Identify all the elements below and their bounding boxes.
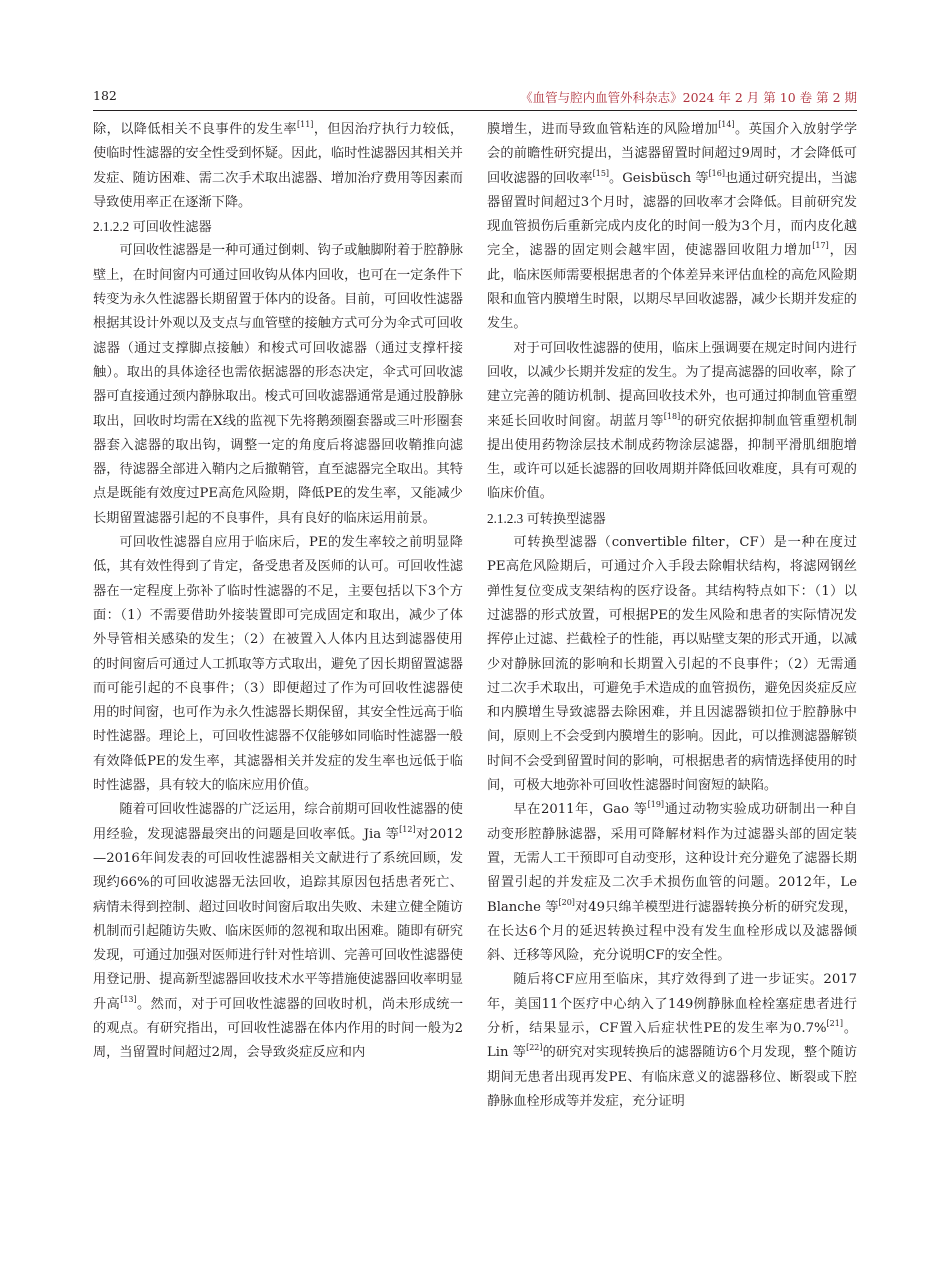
citation-ref: [12] <box>399 824 416 834</box>
journal-citation: 《血管与腔内血管外科杂志》2024 年 2 月 第 10 卷 第 2 期 <box>520 90 857 105</box>
citation-ref: [14] <box>718 120 735 129</box>
citation-ref: [19] <box>647 800 665 810</box>
paragraph: 随着可回收性滤器的广泛运用，综合前期可回收性滤器的使用经验，发现滤器最突出的问题是回收率低。Jia 等[12]对2012—2016年间发表的可回收性滤器相关文献进行了系统回顾，发现约66%的可回收滤器无法回收，追踪其原因包括患者死亡、病情未得到控制、超过回收时间窗后取出失败、未建立健全随访机制而引起随访失败、临床医师的忽视和取出困难。随即有研究发现，可通过加强对医师进行针对性培训、完善可回收性滤器使用登记册、提高新型滤器回收技术水平等措施使滤器回收率明显升高[13]。然而，对于可回收性滤器的回收时机，尚未形成统一的观点。有研究指出，可回收性滤器在体内作用的时间一般为2周，当留置时间超过2周，会导致炎症反应和内 <box>93 802 464 1061</box>
header-rule <box>93 110 857 111</box>
paragraph: 除，以降低相关不良事件的发生率[11]，但因治疗执行力较低，使临时性滤器的安全性受到怀疑。因此，临时性滤器因其相关并发症、随访困难、需二次手术取出滤器、增加治疗费用等因素而导致使用率正在逐渐下降。 <box>93 120 464 210</box>
page-header <box>93 84 857 106</box>
section-heading: 2.1.2.2 可回收性滤器 <box>93 219 212 235</box>
citation-ref: [13] <box>120 994 137 1004</box>
citation-ref: [22] <box>526 1043 543 1053</box>
paragraph: 对于可回收性滤器的使用，临床上强调要在规定时间内进行回收，以减少长期并发症的发生。为了提高滤器的回收率，除了建立完善的随访机制、提高回收技术外，也可通过抑制血管重塑来延长回收时间窗。胡蓝月等[18]的研究依据抑制血管重塑机制提出使用药物涂层技术制成药物涂层滤器，抑制平滑肌细胞增生，或许可以延长滤器的回收周期并降低回收难度，具有可观的临床价值。 <box>487 340 858 502</box>
left-column <box>93 118 463 1066</box>
paragraph: 早在2011年，Gao 等[19]通过动物实验成功研制出一种自动变形腔静脉滤器，采用可降解材料作为过滤器头部的固定装置，无需人工干预即可自动变形，这种设计充分避免了滤器长期留置引起的并发症及二次手术损伤血管的问题。2012年，Le Blanche 等[20]对49只绵羊模型进行滤器转换分析的研究发现，在长达6个月的延迟转换过程中没有发生血栓形成以及滤器倾斜、迁移等风险，充分说明CF的安全性。 <box>487 800 858 964</box>
citation-ref: [21] <box>826 1018 843 1028</box>
citation-ref: [20] <box>558 897 575 907</box>
right-column <box>487 118 857 1114</box>
citation-ref: [17] <box>812 241 829 251</box>
paragraph: 膜增生，进而导致血管粘连的风险增加[14]。英国介入放射学学会的前瞻性研究提出，当滤器留置时间超过9周时，才会降低可回收滤器的回收率[15]。Geisbüsch 等[16]也通过研究提出，当滤器留置时间超过3个月时，滤器的回收率才会降低。目前研究发现血管损伤后重新完成内皮化的时间一般为3个月，而内皮化越完全，滤器的固定则会越牢固，使滤器回收阻力增加[17]，因此，临床医师需要根据患者的个体差异来评估血栓的高危风险期限和血管内膜增生时限，以期尽早回收滤器，减少长期并发症的发生。 <box>487 120 858 332</box>
citation-ref: [15] <box>592 168 610 178</box>
citation-ref: [16] <box>708 168 725 178</box>
section-heading: 2.1.2.3 可转换型滤器 <box>487 510 606 526</box>
citation-ref: [11] <box>297 120 314 129</box>
paragraph: 可转换型滤器（convertible filter，CF）是一种在度过PE高危风险期后，可通过介入手段去除帽状结构，将滤网钢丝弹性复位变成支架结构的医疗设备。其结构特点如下：（1）以过滤器的形式放置，可根据PE的发生风险和患者的实际情况发挥停止过滤、拦截栓子的性能，再以贴壁支架的形式开通，以减少对静脉回流的影响和长期置入引起的不良事件；（2）无需通过二次手术取出，可避免手术造成的血管损伤，避免因炎症反应和内膜增生导致滤器去除困难，并且因滤器锁扣位于腔静脉中间，原则上不会受到内膜增生的影响。因此，可以推测滤器解锁时间不会受到留置时间的影响，可根据患者的病情选择使用的时间，可极大地弥补可回收性滤器时间窗短的缺陷。 <box>487 535 857 794</box>
paragraph: 随后将CF应用至临床，其疗效得到了进一步证实。2017年，美国11个医疗中心纳入了149例静脉血栓栓塞症患者进行分析，结果显示，CF置入后症状性PE的发生率为0.7%[21]。Lin 等[22]的研究对实现转换后的滤器随访6个月发现，整个随访期间无患者出现再发PE、有临床意义的滤器移位、断裂或下腔静脉血栓形成等并发症，充分证明 <box>487 972 858 1109</box>
paragraph: 可回收性滤器是一种可通过倒刺、钩子或触脚附着于腔静脉壁上，在时间窗内可通过回收钩从体内回收，也可在一定条件下转变为永久性滤器长期留置于体内的设备。目前，可回收性滤器根据其设计外观以及支点与血管壁的接触方式可分为伞式可回收滤器（通过支撑脚点接触）和梭式可回收滤器（通过支撑杆接触）。取出的具体途径也需依据滤器的形态决定，伞式可回收滤器可直接通过颈内静脉取出。梭式可回收滤器通常是通过股静脉取出，回收时均需在X线的监视下先将鹅颈圈套器或三叶形圈套器套入滤器的取出钩，调整一定的角度后将滤器回收鞘推向滤器，待滤器全部进入鞘内之后撤鞘管，直至滤器完全取出。其特点是既能有效度过PE高危风险期，降低PE的发生率，又能减少长期留置滤器引起的不良事件，具有良好的临床运用前景。 <box>93 243 463 526</box>
page-number: 182 <box>93 88 117 103</box>
paragraph: 可回收性滤器自应用于临床后，PE的发生率较之前明显降低，其有效性得到了肯定，备受患者及医师的认可。可回收性滤器在一定程度上弥补了临时性滤器的不足，主要包括以下3个方面：（1）不需要借助外接装置即可完成固定和取出，减少了体外导管相关感染的发生；（2）在被置入人体内且达到滤器使用的时间窗后可通过人工抓取等方式取出，避免了因长期留置滤器而可能引起的不良事件；（3）即便超过了作为可回收性滤器使用的时间窗，也可作为永久性滤器长期保留，其安全性远高于临时性滤器。理论上，可回收性滤器不仅能够如同临时性滤器一般有效降低PE的发生率，其滤器相关并发症的发生率也远低于临时性滤器，具有较大的临床应用价值。 <box>93 535 463 794</box>
citation-ref: [18] <box>663 411 681 421</box>
